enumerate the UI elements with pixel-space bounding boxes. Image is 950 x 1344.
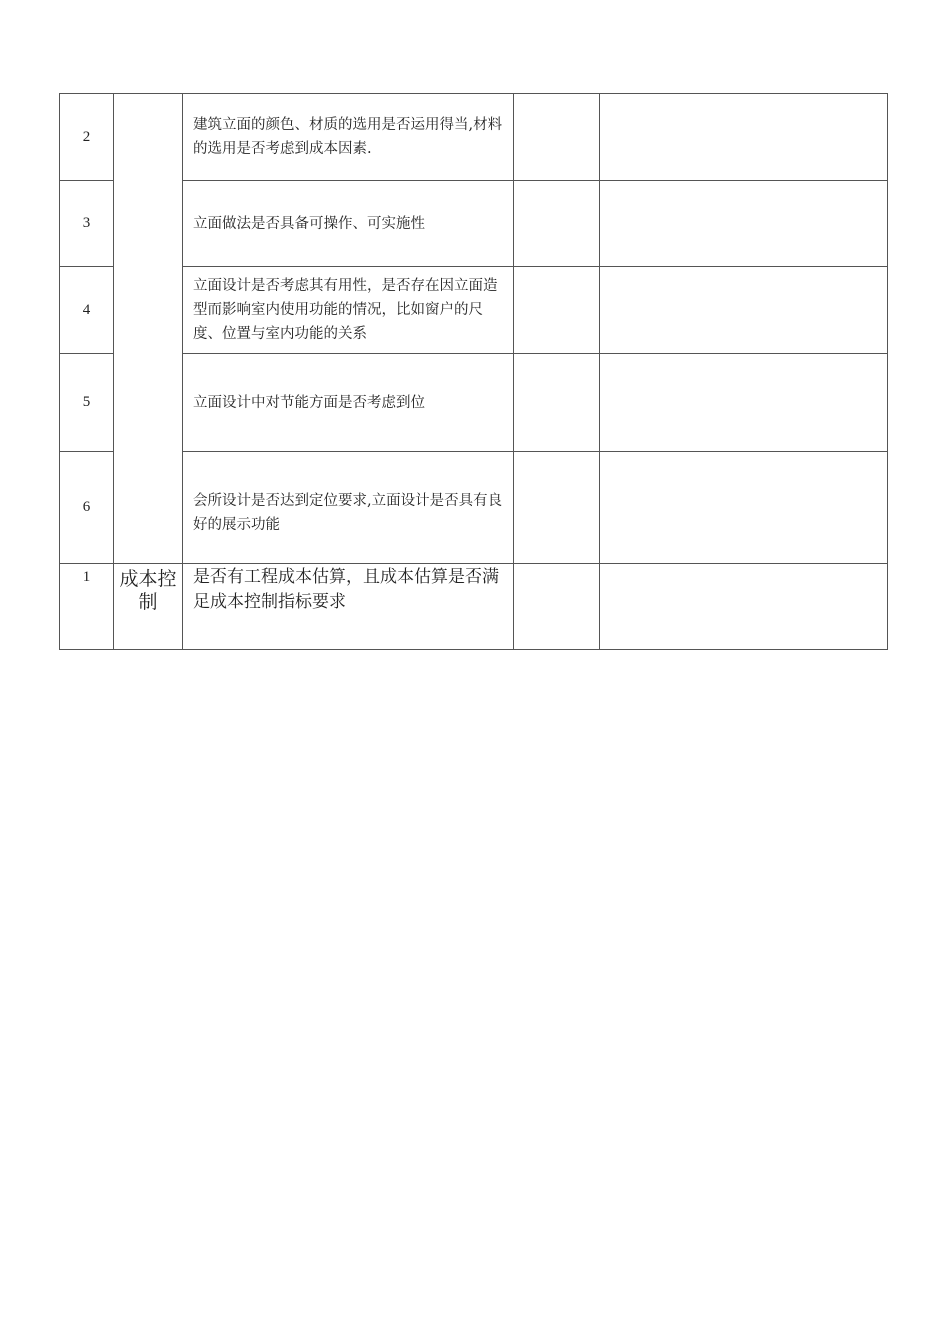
- score-cell: [514, 354, 600, 452]
- table-row: [60, 354, 888, 452]
- score-cell: [514, 267, 600, 354]
- review-table: [59, 93, 888, 650]
- score-cell: [514, 564, 600, 650]
- row-number: 5: [60, 354, 114, 452]
- table-row: [60, 181, 888, 267]
- score-cell: [514, 181, 600, 267]
- note-cell: [600, 181, 888, 267]
- table-row: [60, 267, 888, 354]
- row-number: 6: [60, 452, 114, 564]
- row-number: 4: [60, 267, 114, 354]
- table-row: [60, 452, 888, 564]
- row-number: 3: [60, 181, 114, 267]
- row-number: 2: [60, 94, 114, 181]
- table-row: [60, 94, 888, 181]
- review-item-text: 立面设计中对节能方面是否考虑到位: [183, 354, 514, 452]
- category-label: 成本控制: [114, 564, 183, 650]
- review-item-text: 是否有工程成本估算，且成本估算是否满足成本控制指标要求: [183, 564, 514, 650]
- note-cell: [600, 267, 888, 354]
- category-cell: [114, 94, 183, 564]
- review-item-text: 会所设计是否达到定位要求,立面设计是否具有良好的展示功能: [183, 452, 514, 564]
- note-cell: [600, 564, 888, 650]
- score-cell: [514, 94, 600, 181]
- review-item-text: 建筑立面的颜色、材质的选用是否运用得当,材料的选用是否考虑到成本因素.: [183, 94, 514, 181]
- review-item-text: 立面做法是否具备可操作、可实施性: [183, 181, 514, 267]
- note-cell: [600, 452, 888, 564]
- table-row: [60, 564, 888, 650]
- row-number: 1: [60, 564, 114, 650]
- note-cell: [600, 354, 888, 452]
- score-cell: [514, 452, 600, 564]
- review-item-text: 立面设计是否考虑其有用性，是否存在因立面造型而影响室内使用功能的情况，比如窗户的尺度、位置与室内功能的关系: [183, 267, 514, 354]
- note-cell: [600, 94, 888, 181]
